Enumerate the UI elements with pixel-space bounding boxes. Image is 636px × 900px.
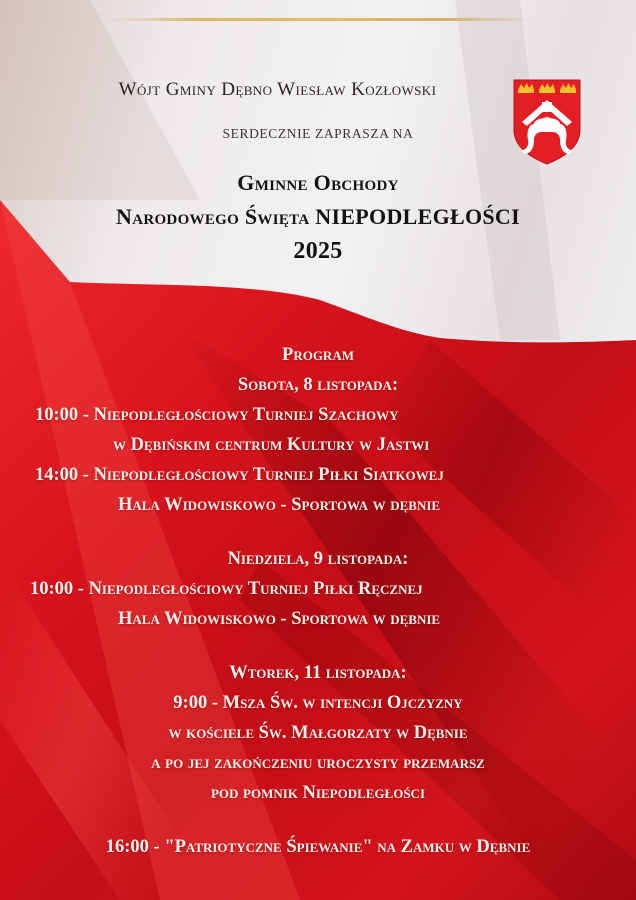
event-mass-line-1: w kościele Św. Małgorzaty w Dębnie — [168, 723, 468, 743]
program-section — [0, 340, 636, 862]
program-heading: Program — [282, 345, 354, 365]
event-handball-location: Hala Widowiskowo - Sportowa w dębnie — [118, 609, 441, 629]
day-label-saturday: Sobota, 8 listopada: — [237, 375, 399, 395]
day-label-sunday: Niedziela, 9 listopada: — [227, 549, 409, 569]
event-handball-tournament: 10:00 - Niepodległościowy Turniej Piłki Ręcznej — [30, 579, 423, 599]
invite-line: SERDECZNIE ZAPRASZA NA — [222, 126, 414, 141]
event-mass-line-2: a po jej zakończeniu uroczysty przemarsz — [151, 753, 485, 773]
event-patriotic-singing: 16:00 - "Patriotyczne Śpiewanie" na Zamku w Dębnie — [105, 837, 531, 857]
title-year: 2025 — [293, 238, 343, 264]
event-volleyball-tournament: 14:00 - Niepodległościowy Turniej Piłki Siatkowej — [35, 465, 444, 485]
coat-of-arms-icon — [512, 78, 582, 166]
event-title — [0, 166, 636, 268]
title-line-1: Gminne Obchody — [237, 170, 399, 195]
event-mass: 9:00 - Msza Św. w intencji Ojczyzny — [173, 693, 463, 713]
host-line: Wójt Gminy Dębno Wiesław Kozłowski — [118, 79, 437, 100]
event-mass-line-3: pod pomnik Niepodległości — [210, 783, 426, 803]
event-chess-location: w Dębińskim centrum Kultury w Jastwi — [113, 435, 430, 455]
title-line-2: Narodowego Święta NIEPODLEGŁOŚCI — [116, 204, 520, 229]
day-label-tuesday: Wtorek, 11 listopada: — [229, 663, 407, 683]
gold-divider — [110, 18, 530, 21]
event-volleyball-location: Hala Widowiskowo - Sportowa w dębnie — [118, 495, 441, 515]
event-chess-tournament: 10:00 - Niepodległościowy Turniej Szachowy — [35, 405, 399, 425]
